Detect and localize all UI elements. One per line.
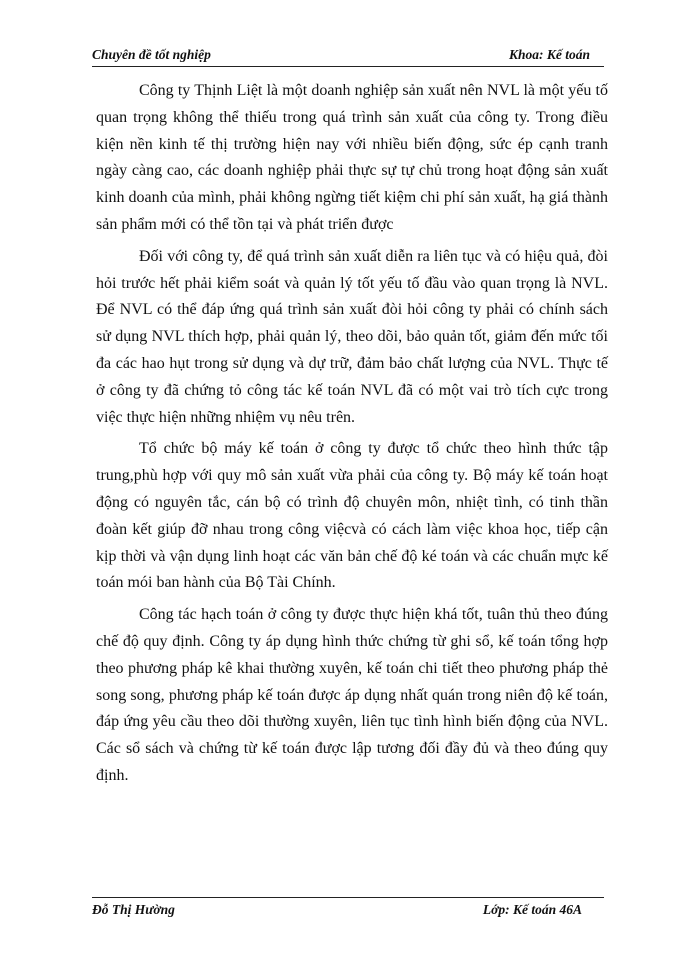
footer-class: Lớp: Kế toán 46A bbox=[482, 902, 582, 917]
paragraph: Đối với công ty, để quá trình sản xuất diễn ra liên tục và có hiệu quả, đòi hỏi trước hết phải kiểm soát và quản lý tốt yếu tố đầu vào quan trọng là NVL. Để NVL có thể đáp ứng quá trình sản xuất đòi hỏi công ty phải có chính sách sử dụng NVL thích hợp, phải quản lý, theo dõi, bảo quản tốt, giảm đến mức tối đa các hao hụt trong sử dụng và dự trữ, đảm bảo chất lượng của NVL. Thực tế ở công ty đã chứng tỏ công tác kế toán NVL đã có một vai trò tích cực trong việc thực hiện những nhiệm vụ nêu trên. bbox=[96, 247, 608, 426]
paragraph: Công ty Thịnh Liệt là một doanh nghiệp sản xuất nên NVL là một yếu tố quan trọng không thể thiếu trong quá trình sản xuất của công ty. Trong điều kiện nền kinh tế thị trường hiện nay với nhiều biến động, sức ép cạnh tranh ngày càng cao, các doanh nghiệp phải thực sự tự chủ trong hoạt động sản xuất kinh doanh của mình, phải không ngừng tiết kiệm chi phí sản xuất, hạ giá thành sản phẩm mới có thể tồn tại và phát triển được bbox=[96, 82, 608, 233]
footer-author: Đỗ Thị Hường bbox=[92, 902, 175, 917]
header-document-type: Chuyên đề tốt nghiệp bbox=[92, 47, 211, 62]
paragraph: Công tác hạch toán ở công ty được thực hiện khá tốt, tuân thủ theo đúng chế độ quy định. Công ty áp dụng hình thức chứng từ ghi sổ, kế toán tổng hợp theo phương pháp kê khai thường xuyên, kế toán chi tiết theo phương pháp thẻ song song, phương pháp kế toán được áp dụng nhất quán trong niên độ kế toán, đáp ứng yêu cầu theo dõi thường xuyên, liên tục tình hình biến động của NVL. Các sổ sách và chứng từ kế toán được lập tương đối đầy đủ và theo đúng quy định. bbox=[96, 606, 608, 784]
document-body bbox=[96, 78, 608, 795]
paragraph: Tổ chức bộ máy kế toán ở công ty được tổ chức theo hình thức tập trung,phù hợp với quy mô sản xuất vừa phải của công ty. Bộ máy kế toán hoạt động có nguyên tắc, cán bộ có trình độ chuyên môn, nhiệt tình, có tinh thần đoàn kết giúp đỡ nhau trong công việcvà có cách làm việc khoa học, tiếp cận kịp thời và vận dụng linh hoạt các văn bản chế độ ké toán và các chuẩn mực kế toán mói ban hành của Bộ Tài Chính. bbox=[96, 440, 608, 592]
page-footer bbox=[92, 897, 604, 922]
page-header bbox=[92, 44, 604, 67]
header-faculty: Khoa: Kế toán bbox=[508, 47, 590, 62]
